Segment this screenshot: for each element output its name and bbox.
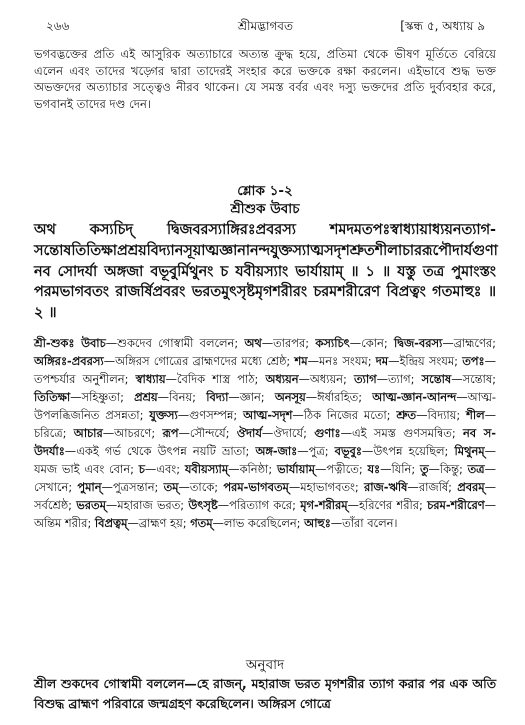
- page-number: ২৬৬: [46, 19, 70, 33]
- synonym-meaning: কিন্তু: [439, 462, 460, 476]
- synonym-meaning: বৈদিক শাস্ত্র পাঠ: [176, 372, 255, 386]
- verse-text: অথ কস্যচিদ্ দ্বিজবরস্যাঙ্গিরঃপ্রবরস্য শমদমতপঃস্বাধ্যায়াধ্যয়নত্যাগ-সন্তোষতিতিক্ষাপ্রশ্রয়বিদ্যানসূয়াত্মজ্ঞানানন্দযুক্তস্যাত্মসদৃশশ্রুতশীলাচাররূপৌদার্যগুণা নব সোদর্যা অঙ্গজা বভূবুর্মিথুনং চ যবীয়স্যাং ভার্যায়াম্ ॥ ১ ॥ যস্তু তত্র পুমাংস্তং পরমভাগবতং রাজর্ষিপ্রবরং ভরতমুৎসৃষ্টমৃগশরীরং চরমশরীরেণ বিপ্রত্বং গতমাহুঃ ॥ ২ ॥: [34, 222, 498, 322]
- synonym-meaning: অঙ্গিরস গোত্রের ব্রাহ্মণদের মধ্যে শ্রেষ্ঠ: [115, 354, 287, 368]
- synonym-meaning: সৌন্দর্যে: [189, 426, 226, 440]
- synonym-word: যুক্তস্য: [149, 408, 178, 422]
- synonym-word: প্রবরম্: [457, 480, 485, 494]
- synonym-meaning: ইন্দ্রিয় সংযম: [399, 354, 455, 368]
- synonym-word: তিতিক্ষা: [34, 390, 71, 404]
- verse-number: শ্লোক ১-২: [237, 183, 293, 199]
- synonym-word: পরম-ভাগবতম্: [223, 480, 289, 494]
- synonym-meaning: গুণসম্পন্ন: [189, 408, 234, 422]
- synonym-word: বিদ্যা: [206, 390, 229, 404]
- synonym-meaning: সহিষ্ণুতা: [81, 390, 121, 404]
- synonym-word: দ্বিজ-বরস্য: [393, 336, 443, 350]
- synonym-meaning: তারপর: [273, 336, 306, 350]
- synonym-meaning: কোন: [361, 336, 384, 350]
- synonym-meaning: ত্যাগ: [388, 372, 411, 386]
- verse-speaker: শ্রীশুক উবাচ: [230, 201, 300, 217]
- synonym-word: কস্যচিৎ: [315, 336, 350, 350]
- verse-heading: [34, 182, 496, 218]
- synonym-meaning: একই গর্ভ থেকে উৎপন্ন নয়টি ভ্রাতা: [76, 444, 246, 458]
- synonym-meaning: ঠিক নিজের মতো: [303, 408, 387, 422]
- synonym-word: ভরতম্: [76, 498, 106, 512]
- synonym-meaning: বিদ্যায়: [427, 408, 457, 422]
- synonym-word: ঔদার্য: [236, 426, 262, 440]
- purport-continuation: ভগবদ্ভক্তের প্রতি এই আসুরিক অত্যাচারে অত্যন্ত ক্রুদ্ধ হয়ে, প্রতিমা থেকে ভীষণ মূর্তিতে বেরিয়ে এলেন এবং তাদের খড়্গের দ্বারা তাদেরই সংহার করে ভক্তকে রক্ষা করলেন। এইভাবে শুদ্ধ ভক্ত অভক্তদের অত্যাচার সত্ত্বেও নীরব থাকেন। যে সমস্ত বর্বর এবং দস্যু ভক্তদের প্রতি দুর্ব্যবহার করে, ভগবানই তাদের দণ্ড দেন।: [34, 47, 496, 111]
- synonym-word: অথ: [244, 336, 262, 350]
- synonym-word: অঙ্গিরঃ-প্রবরস্য: [34, 354, 104, 368]
- synonym-meaning: আচরণে: [114, 426, 152, 440]
- synonym-word: ভার্যায়াম্: [276, 462, 315, 476]
- page-header: [46, 18, 485, 38]
- synonym-word: আত্ম-জ্ঞান-আনন্দ: [372, 390, 457, 404]
- synonym-meaning: পরিত্যাগ করে: [229, 498, 293, 512]
- synonym-word: প্রশ্রয়: [134, 390, 158, 404]
- synonym-meaning: মহাভাগবতং: [300, 480, 355, 494]
- synonym-word: শ্রুত: [396, 408, 417, 422]
- synonym-word: তত্র: [467, 462, 485, 476]
- synonyms-list: শ্রী-শুকঃ উবাচ—শুকদেব গোস্বামী বললেন; অথ—তারপর; কস্যচিৎ—কোন; দ্বিজ-বরস্য—ব্রাহ্মণের; অঙ্গিরঃ-প্রবরস্য—অঙ্গিরস গোত্রের ব্রাহ্মণদের মধ্যে শ্রেষ্ঠ; শম—মনঃ সংযম; দম—ইন্দ্রিয় সংযম; তপঃ—তপশ্চর্যার অনুশীলন; স্বাধ্যায়—বৈদিক শাস্ত্র পাঠ; অধ্যয়ন—অধ্যয়ন; ত্যাগ—ত্যাগ; সন্তোষ—সন্তোষ; তিতিক্ষা—সহিষ্ণুতা; প্রশ্রয়—বিনয়; বিদ্যা—জ্ঞান; অনসূয়—ঈর্ষারহিত; আত্ম-জ্ঞান-আনন্দ—আত্ম-উপলব্ধিজনিত প্রসন্নতা; যুক্তস্য—গুণসম্পন্ন; আত্ম-সদৃশ—ঠিক নিজের মতো; শ্রুত—বিদ্যায়; শীল—চরিত্রে; আচার—আচরণে; রূপ—সৌন্দর্যে; ঔদার্য—ঔদার্যে; গুণাঃ—এই সমস্ত গুণসমন্বিত; নব স-উদর্যাঃ—একই গর্ভ থেকে উৎপন্ন নয়টি ভ্রাতা; অঙ্গ-জাঃ—পুত্র; বভূবুঃ—উৎপন্ন হয়েছিল; মিথুনম্—যমজ ভাই এবং বোন; চ—এবং; যবীয়স্যাম্—কনিষ্ঠা; ভার্যায়াম্—পত্নীতে; যঃ—যিনি; তু—কিন্তু; তত্র—সেখানে; পুমান্—পুত্রসন্তান; তম্—তাকে; পরম-ভাগবতম্—মহাভাগবতং; রাজ-ঋষি—রাজর্ষি; প্রবরম্—সর্বশ্রেষ্ঠ; ভরতম্—মহারাজ ভরত; উৎসৃষ্ট—পরিত্যাগ করে; মৃগ-শরীরম্—হরিণের শরীর; চরম-শরীরেণ—অন্তিম শরীর; বিপ্রত্বম্—ব্রাহ্মণ হয়; গতম্—লাভ করেছিলেন; আহুঃ—তাঁরা বলেন।: [34, 336, 497, 530]
- synonym-word: রূপ: [162, 426, 179, 440]
- synonym-word: অনসূয়: [274, 390, 306, 404]
- synonym-word: শীল: [466, 408, 485, 422]
- synonym-word: স্বাধ্যায়: [135, 372, 166, 386]
- synonym-word: অঙ্গ-জাঃ: [255, 444, 298, 458]
- synonym-meaning: সন্তোষ: [462, 372, 493, 386]
- synonym-word: তম্: [163, 480, 179, 494]
- synonym-meaning: লাভ করেছিলেন: [223, 516, 297, 530]
- synonym-meaning: জ্ঞান: [239, 390, 261, 404]
- synonym-meaning: উৎপন্ন হয়েছিল: [373, 444, 445, 458]
- synonym-meaning: ব্রাহ্মণের: [453, 336, 493, 350]
- synonym-meaning: সর্বশ্রেষ্ঠ: [34, 498, 69, 512]
- synonym-word: তপঃ: [462, 354, 485, 368]
- synonym-word: দম: [375, 354, 389, 368]
- synonym-meaning: পুত্র: [308, 444, 325, 458]
- synonym-word: বিপ্রত্বম্: [94, 516, 128, 530]
- synonym-word: তু: [419, 462, 429, 476]
- book-title: শ্রীমদ্ভাগবত: [237, 19, 293, 33]
- synonym-meaning: এবং: [156, 462, 177, 476]
- synonym-meaning: কনিষ্ঠা: [239, 462, 269, 476]
- synonym-word: পুমান্: [77, 480, 102, 494]
- synonym-word: রাজ-ঋষি: [363, 480, 408, 494]
- synonym-word: মিথুনম্: [454, 444, 485, 458]
- synonym-meaning: তাঁরা বলেন: [342, 516, 394, 530]
- translation-heading: অনুবাদ: [245, 657, 285, 673]
- synonym-word: সন্তোষ: [421, 372, 452, 386]
- synonym-word: উৎসৃষ্ট: [188, 498, 218, 512]
- synonym-meaning: মহারাজ ভরত: [117, 498, 181, 512]
- chapter-reference: [স্কন্ধ ৫, অধ্যায় ৯: [400, 19, 485, 33]
- synonym-word: মৃগ-শরীরম্: [300, 498, 348, 512]
- synonym-word: যবীয়স্যাম্: [184, 462, 229, 476]
- synonym-meaning: রাজর্ষি: [418, 480, 449, 494]
- synonym-meaning: তাকে: [189, 480, 215, 494]
- synonym-meaning: তপশ্চর্যার অনুশীলন: [34, 372, 125, 386]
- synonym-word: গুণাঃ: [314, 426, 341, 440]
- synonym-meaning: বিনয়: [169, 390, 193, 404]
- synonym-meaning: এই সমস্ত গুণসমন্বিত: [351, 426, 452, 440]
- synonym-meaning: পত্নীতে: [326, 462, 359, 476]
- synonym-meaning: যমজ ভাই এবং বোন: [34, 462, 131, 476]
- synonym-word: নব স-উদর্যাঃ: [34, 426, 496, 458]
- synonym-word: আচার: [73, 426, 103, 440]
- synonym-meaning: মনঃ সংযম: [318, 354, 368, 368]
- synonym-word: চ: [138, 462, 145, 476]
- synonym-word: ত্যাগ: [353, 372, 377, 386]
- synonym-meaning: ঈর্ষারহিত: [317, 390, 359, 404]
- synonym-meaning: শুকদেব গোস্বামী বললেন: [117, 336, 235, 350]
- synonym-word: আহুঃ: [304, 516, 331, 530]
- synonym-meaning: সেখানে: [34, 480, 69, 494]
- synonym-word: অধ্যয়ন: [265, 372, 299, 386]
- synonym-meaning: অন্তিম শরীর: [34, 516, 88, 530]
- synonym-word: বভূবুঃ: [334, 444, 362, 458]
- synonym-word: শম: [294, 354, 308, 368]
- synonym-word: চরম-শরীরেণ: [427, 498, 485, 512]
- synonym-meaning: চরিত্রে: [34, 426, 63, 440]
- synonym-meaning: অধ্যয়ন: [309, 372, 343, 386]
- synonym-word: গতম্: [190, 516, 213, 530]
- synonym-meaning: যিনি: [391, 462, 412, 476]
- synonym-word: যঃ: [367, 462, 381, 476]
- synonym-meaning: আত্ম-উপলব্ধিজনিত প্রসন্নতা: [34, 390, 497, 422]
- synonym-meaning: হরিণের শরীর: [358, 498, 420, 512]
- synonym-meaning: ঔদার্যে: [273, 426, 304, 440]
- synonym-word: আত্ম-সদৃশ: [243, 408, 293, 422]
- translation-text: শ্রীল শুকদেব গোস্বামী বললেন—হে রাজন্, মহারাজ ভরত মৃগশরীর ত্যাগ করার পর এক অতি বিশুদ্ধ ব্রাহ্মণ পরিবারে জন্মগ্রহণ করেছিলেন। অঙ্গিরস গোত্রে: [34, 676, 496, 711]
- synonym-meaning: ব্রাহ্মণ হয়: [138, 516, 183, 530]
- synonym-meaning: পুত্রসন্তান: [112, 480, 155, 494]
- synonym-word: শ্রী-শুকঃ উবাচ: [34, 336, 106, 350]
